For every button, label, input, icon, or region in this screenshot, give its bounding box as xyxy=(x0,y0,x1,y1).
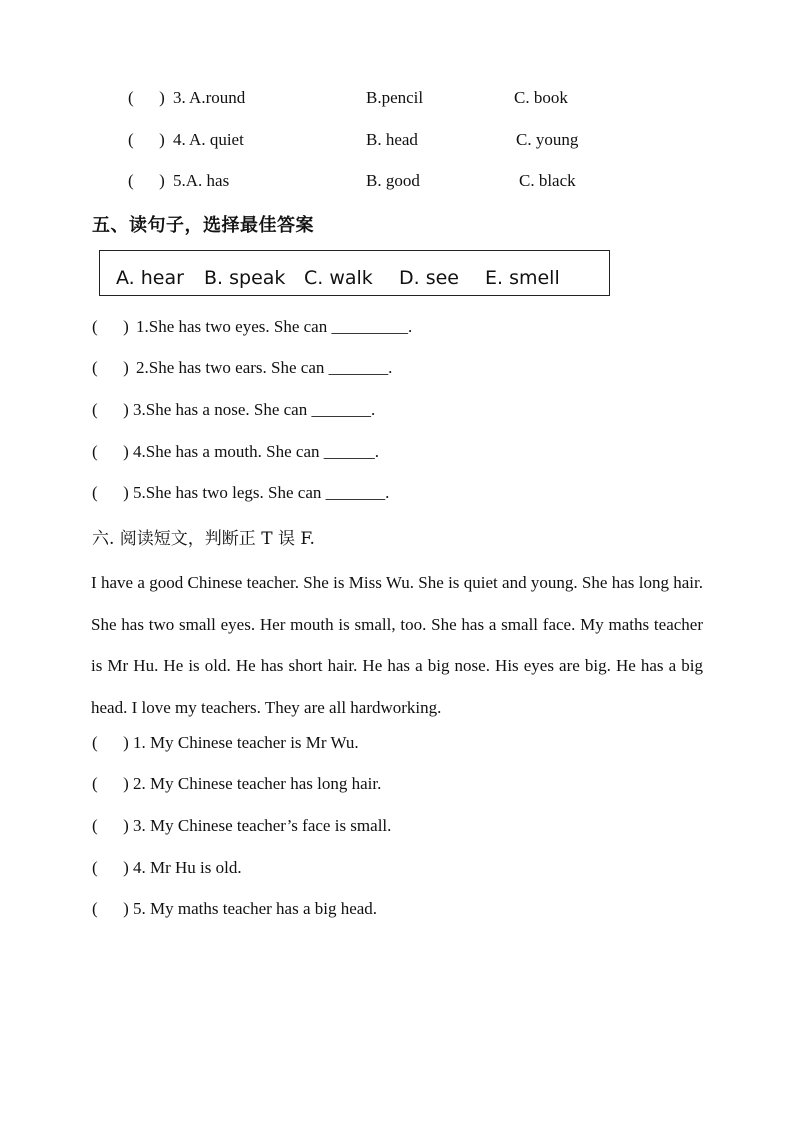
option-c: C. young xyxy=(516,130,579,149)
odd-one-out-row-5 xyxy=(0,171,794,195)
word-option: D. see xyxy=(399,267,459,289)
answer-blank[interactable]: ( ) xyxy=(92,442,129,461)
option-c: C. black xyxy=(519,171,576,190)
reading-passage: I have a good Chinese teacher. She is Miss Wu. She is quiet and young. She has long hair. She has two small eyes. Her mouth is small, too. She has a small face. My maths teacher is Mr Hu. He is old. He has short hair. He has a big nose. His eyes are big. He has a big head. I love my teachers. They are all hardworking. xyxy=(91,573,703,717)
statement-text: 2. My Chinese teacher has long hair. xyxy=(133,774,382,793)
option-b: B.pencil xyxy=(366,88,424,107)
answer-blank[interactable]: ( ) xyxy=(128,130,165,149)
judgment-row xyxy=(0,858,794,882)
answer-blank[interactable]: ( ) xyxy=(128,171,165,190)
question-text: 4.She has a mouth. She can ______. xyxy=(133,442,379,461)
option-b: B. head xyxy=(366,130,418,149)
question-text: 3.She has a nose. She can _______. xyxy=(133,400,376,419)
option-c: C. book xyxy=(514,88,568,107)
answer-blank[interactable]: ( ) xyxy=(92,400,129,419)
answer-blank[interactable]: ( ) xyxy=(92,899,129,918)
answer-blank[interactable]: ( ) xyxy=(92,483,129,502)
answer-blank[interactable]: ( ) xyxy=(92,317,129,336)
judgment-row xyxy=(0,733,794,757)
odd-one-out-row-3 xyxy=(0,88,794,112)
judgment-row xyxy=(0,899,794,923)
question-text: 1.She has two eyes. She can _________. xyxy=(136,317,413,336)
answer-blank[interactable]: ( ) xyxy=(128,88,165,107)
judgment-row xyxy=(0,816,794,840)
question-text: 5.She has two legs. She can _______. xyxy=(133,483,390,502)
question-text: 2.She has two ears. She can _______. xyxy=(136,358,393,377)
answer-blank[interactable]: ( ) xyxy=(92,774,129,793)
option-a: 4. A. quiet xyxy=(173,130,244,149)
question-row xyxy=(0,358,794,382)
answer-blank[interactable]: ( ) xyxy=(92,733,129,752)
judgment-row xyxy=(0,774,794,798)
section-5-heading: 五、读句子，选择最佳答案 xyxy=(92,215,314,236)
question-row xyxy=(0,400,794,424)
word-option: B. speak xyxy=(204,267,286,289)
word-option: E. smell xyxy=(485,267,560,289)
answer-blank[interactable]: ( ) xyxy=(92,858,129,877)
section-6-heading: 六. 阅读短文，判断正 T 误 F. xyxy=(92,529,315,549)
statement-text: 5. My maths teacher has a big head. xyxy=(133,899,378,918)
statement-text: 3. My Chinese teacher’s face is small. xyxy=(133,816,392,835)
word-option: A. hear xyxy=(116,267,184,289)
answer-blank[interactable]: ( ) xyxy=(92,358,129,377)
question-row xyxy=(0,317,794,341)
option-a: 3. A.round xyxy=(173,88,246,107)
question-row xyxy=(0,442,794,466)
odd-one-out-row-4 xyxy=(0,130,794,154)
word-option: C. walk xyxy=(304,267,373,289)
option-b: B. good xyxy=(366,171,420,190)
word-bank-box xyxy=(99,250,610,296)
statement-text: 1. My Chinese teacher is Mr Wu. xyxy=(133,733,359,752)
question-row xyxy=(0,483,794,507)
option-a: 5.A. has xyxy=(173,171,230,190)
statement-text: 4. Mr Hu is old. xyxy=(133,858,242,877)
answer-blank[interactable]: ( ) xyxy=(92,816,129,835)
